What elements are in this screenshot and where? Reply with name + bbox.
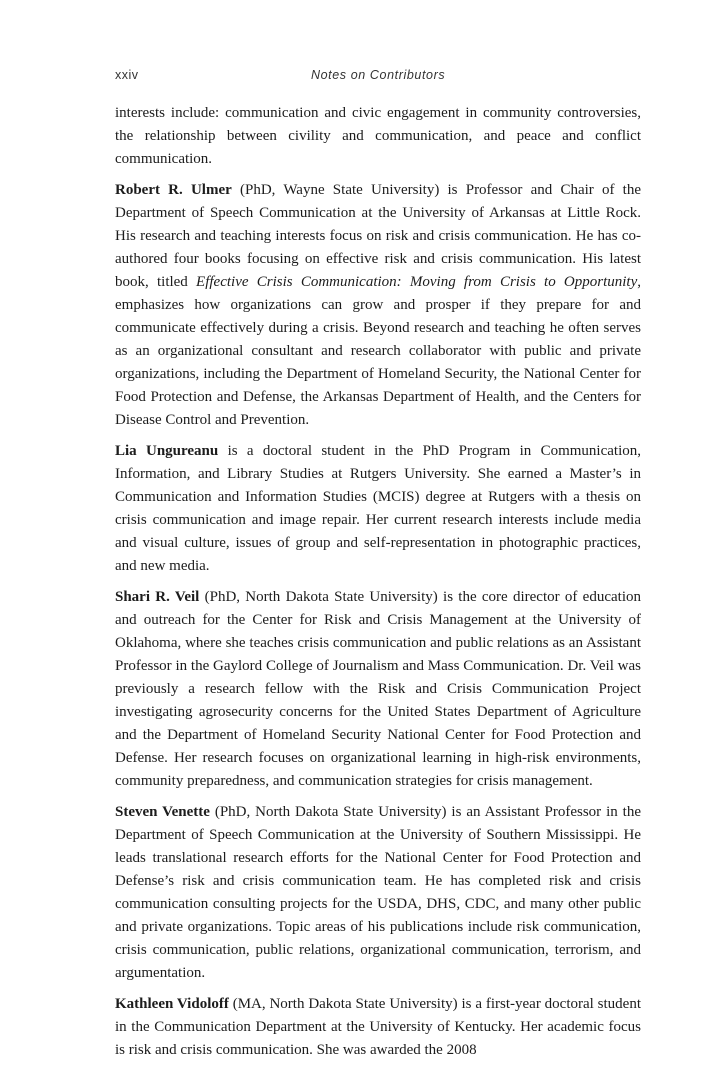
entry-ulmer bbox=[115, 179, 641, 432]
running-head-title: Notes on Contributors bbox=[311, 68, 446, 82]
contributor-name: Lia Ungureanu bbox=[115, 443, 219, 459]
contributor-name: Shari R. Veil bbox=[115, 589, 200, 605]
running-head bbox=[115, 62, 641, 86]
entry-ungureanu bbox=[115, 440, 641, 578]
contributor-name: Kathleen Vidoloff bbox=[115, 996, 229, 1012]
entry-text: interests include: communication and civic engagement in community controversies, the relationship between civility and communication, and peace and conflict communication. bbox=[115, 105, 641, 167]
contributor-name: Robert R. Ulmer bbox=[115, 182, 232, 198]
contributor-name: Steven Venette bbox=[115, 804, 210, 820]
entry-continued bbox=[115, 102, 641, 171]
entry-text: (PhD, North Dakota State University) is the core director of education and outreach for the Center for Risk and Crisis Management at the University of Oklahoma, where she teaches crisis communication and public relations as an Assistant Professor in the Gaylord College of Journalism and Mass Communication. Dr. Veil was previously a research fellow with the Risk and Crisis Communication Project investigating agrosecurity concerns for the United States Department of Agriculture and the Department of Homeland Security National Center for Food Protection and Defense. Her research focuses on organizational learning in high-risk environments, community preparedness, and communication strategies for crisis management. bbox=[115, 589, 641, 789]
entry-text: (PhD, Wayne State University) is Professor and Chair of the Department of Speech Communication at the University of Arkansas at Little Rock. His research and teaching interests focus on risk and crisis communication. He has co-authored four books focusing on effective risk and crisis communication. His latest book, titled bbox=[115, 182, 641, 290]
entry-veil bbox=[115, 586, 641, 793]
book-title: Effective Crisis Communication: Moving from Crisis to Opportunity bbox=[196, 274, 638, 290]
entry-venette bbox=[115, 801, 641, 985]
entry-text: , emphasizes how organizations can grow and prosper if they prepare for and communicate effectively during a crisis. Beyond research and teaching he often serves as an organizational consultant and research collaborator with public and private organizations, including the Department of Homeland Security, the National Center for Food Protection and Defense, the Arkansas Department of Health, and the Centers for Disease Control and Prevention. bbox=[115, 274, 642, 428]
page bbox=[115, 62, 641, 1070]
entry-text: is a doctoral student in the PhD Program in Communication, Information, and Library Studies at Rutgers University. She earned a Master’s in Communication and Information Studies (MCIS) degree at Rutgers with a thesis on crisis communication and image repair. Her current research interests include media and visual culture, issues of group and self-representation in photographic practices, and new media. bbox=[115, 443, 641, 574]
contributor-notes bbox=[115, 102, 641, 1062]
entry-text: (MA, North Dakota State University) is a first-year doctoral student in the Communication Department at the University of Kentucky. Her academic focus is risk and crisis communication. She was awarded the 2008 bbox=[115, 996, 641, 1058]
page-number: xxiv bbox=[115, 68, 139, 82]
entry-vidoloff bbox=[115, 993, 641, 1062]
entry-text: (PhD, North Dakota State University) is an Assistant Professor in the Department of Speech Communication at the University of Southern Mississippi. He leads translational research efforts for the National Center for Food Protection and Defense’s risk and crisis communication team. He has completed risk and crisis communication consulting projects for the USDA, DHS, CDC, and many other public and private organizations. Topic areas of his publications include risk communication, crisis communication, public relations, organizational communication, terrorism, and argumentation. bbox=[115, 804, 641, 981]
